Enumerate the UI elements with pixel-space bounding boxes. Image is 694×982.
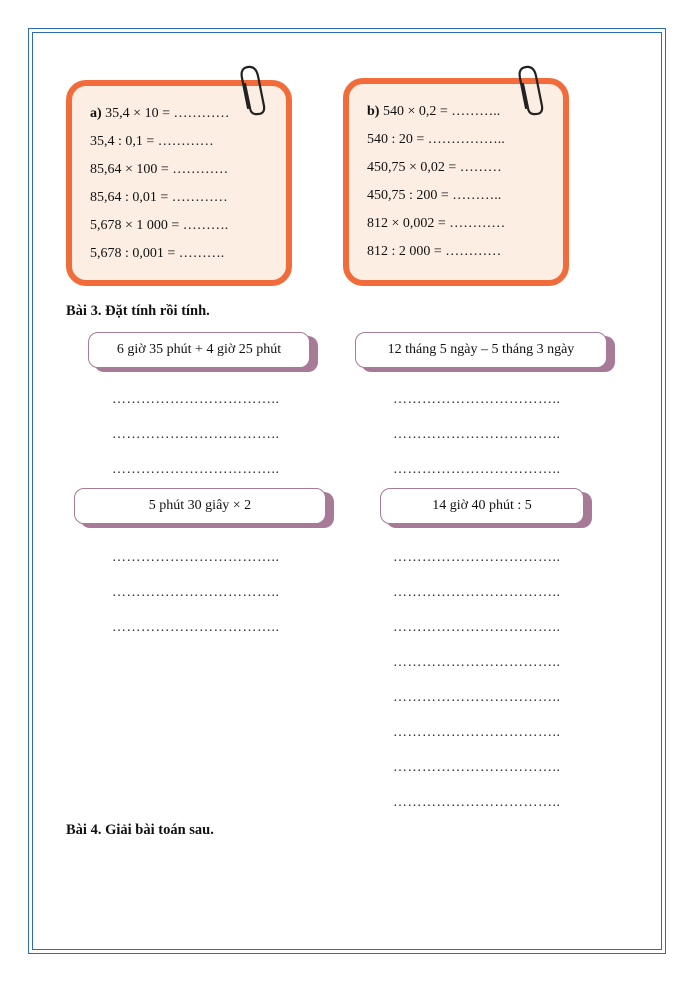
- paperclip-icon: [234, 64, 268, 116]
- answer-line: ……………………………..: [393, 795, 561, 810]
- answer-line: ……………………………..: [393, 585, 561, 600]
- card-b-line-1: b) 540 × 0,2 = ………..: [367, 104, 501, 119]
- card-a-line-5: 5,678 × 1 000 = ……….: [90, 218, 229, 233]
- task-pill-2: 12 tháng 5 ngày – 5 tháng 3 ngày: [355, 332, 607, 368]
- paperclip-icon: [512, 64, 546, 116]
- answer-line: ……………………………..: [112, 585, 280, 600]
- answer-line: ……………………………..: [393, 655, 561, 670]
- answer-line: ……………………………..: [112, 550, 280, 565]
- card-a-line-2: 35,4 : 0,1 = …………: [90, 134, 214, 149]
- answer-line: ……………………………..: [393, 427, 561, 442]
- answer-line: ……………………………..: [393, 620, 561, 635]
- task-pill-3: 5 phút 30 giây × 2: [74, 488, 326, 524]
- card-b-line-3: 450,75 × 0,02 = ………: [367, 160, 502, 175]
- answer-line: ……………………………..: [393, 760, 561, 775]
- card-a-line-4: 85,64 : 0,01 = …………: [90, 190, 228, 205]
- card-b-line-5: 812 × 0,002 = …………: [367, 216, 506, 231]
- bai3-heading: Bài 3. Đặt tính rồi tính.: [66, 303, 210, 319]
- card-a-line-6: 5,678 : 0,001 = ……….: [90, 246, 225, 261]
- answer-line: ……………………………..: [393, 550, 561, 565]
- answer-line: ……………………………..: [393, 690, 561, 705]
- answer-line: ……………………………..: [112, 620, 280, 635]
- card-a-line-3: 85,64 × 100 = …………: [90, 162, 229, 177]
- card-b-line-6: 812 : 2 000 = …………: [367, 244, 502, 259]
- answer-line: ……………………………..: [112, 462, 280, 477]
- bai4-heading: Bài 4. Giải bài toán sau.: [66, 822, 214, 838]
- task-pill-4: 14 giờ 40 phút : 5: [380, 488, 584, 524]
- task-pill-1: 6 giờ 35 phút + 4 giờ 25 phút: [88, 332, 310, 368]
- answer-line: ……………………………..: [393, 462, 561, 477]
- answer-line: ……………………………..: [112, 392, 280, 407]
- card-b-line-4: 450,75 : 200 = ………..: [367, 188, 502, 203]
- answer-line: ……………………………..: [393, 392, 561, 407]
- card-a-line-1: a) 35,4 × 10 = …………: [90, 106, 230, 121]
- answer-line: ……………………………..: [112, 427, 280, 442]
- card-b-line-2: 540 : 20 = ……………..: [367, 132, 505, 147]
- answer-line: ……………………………..: [393, 725, 561, 740]
